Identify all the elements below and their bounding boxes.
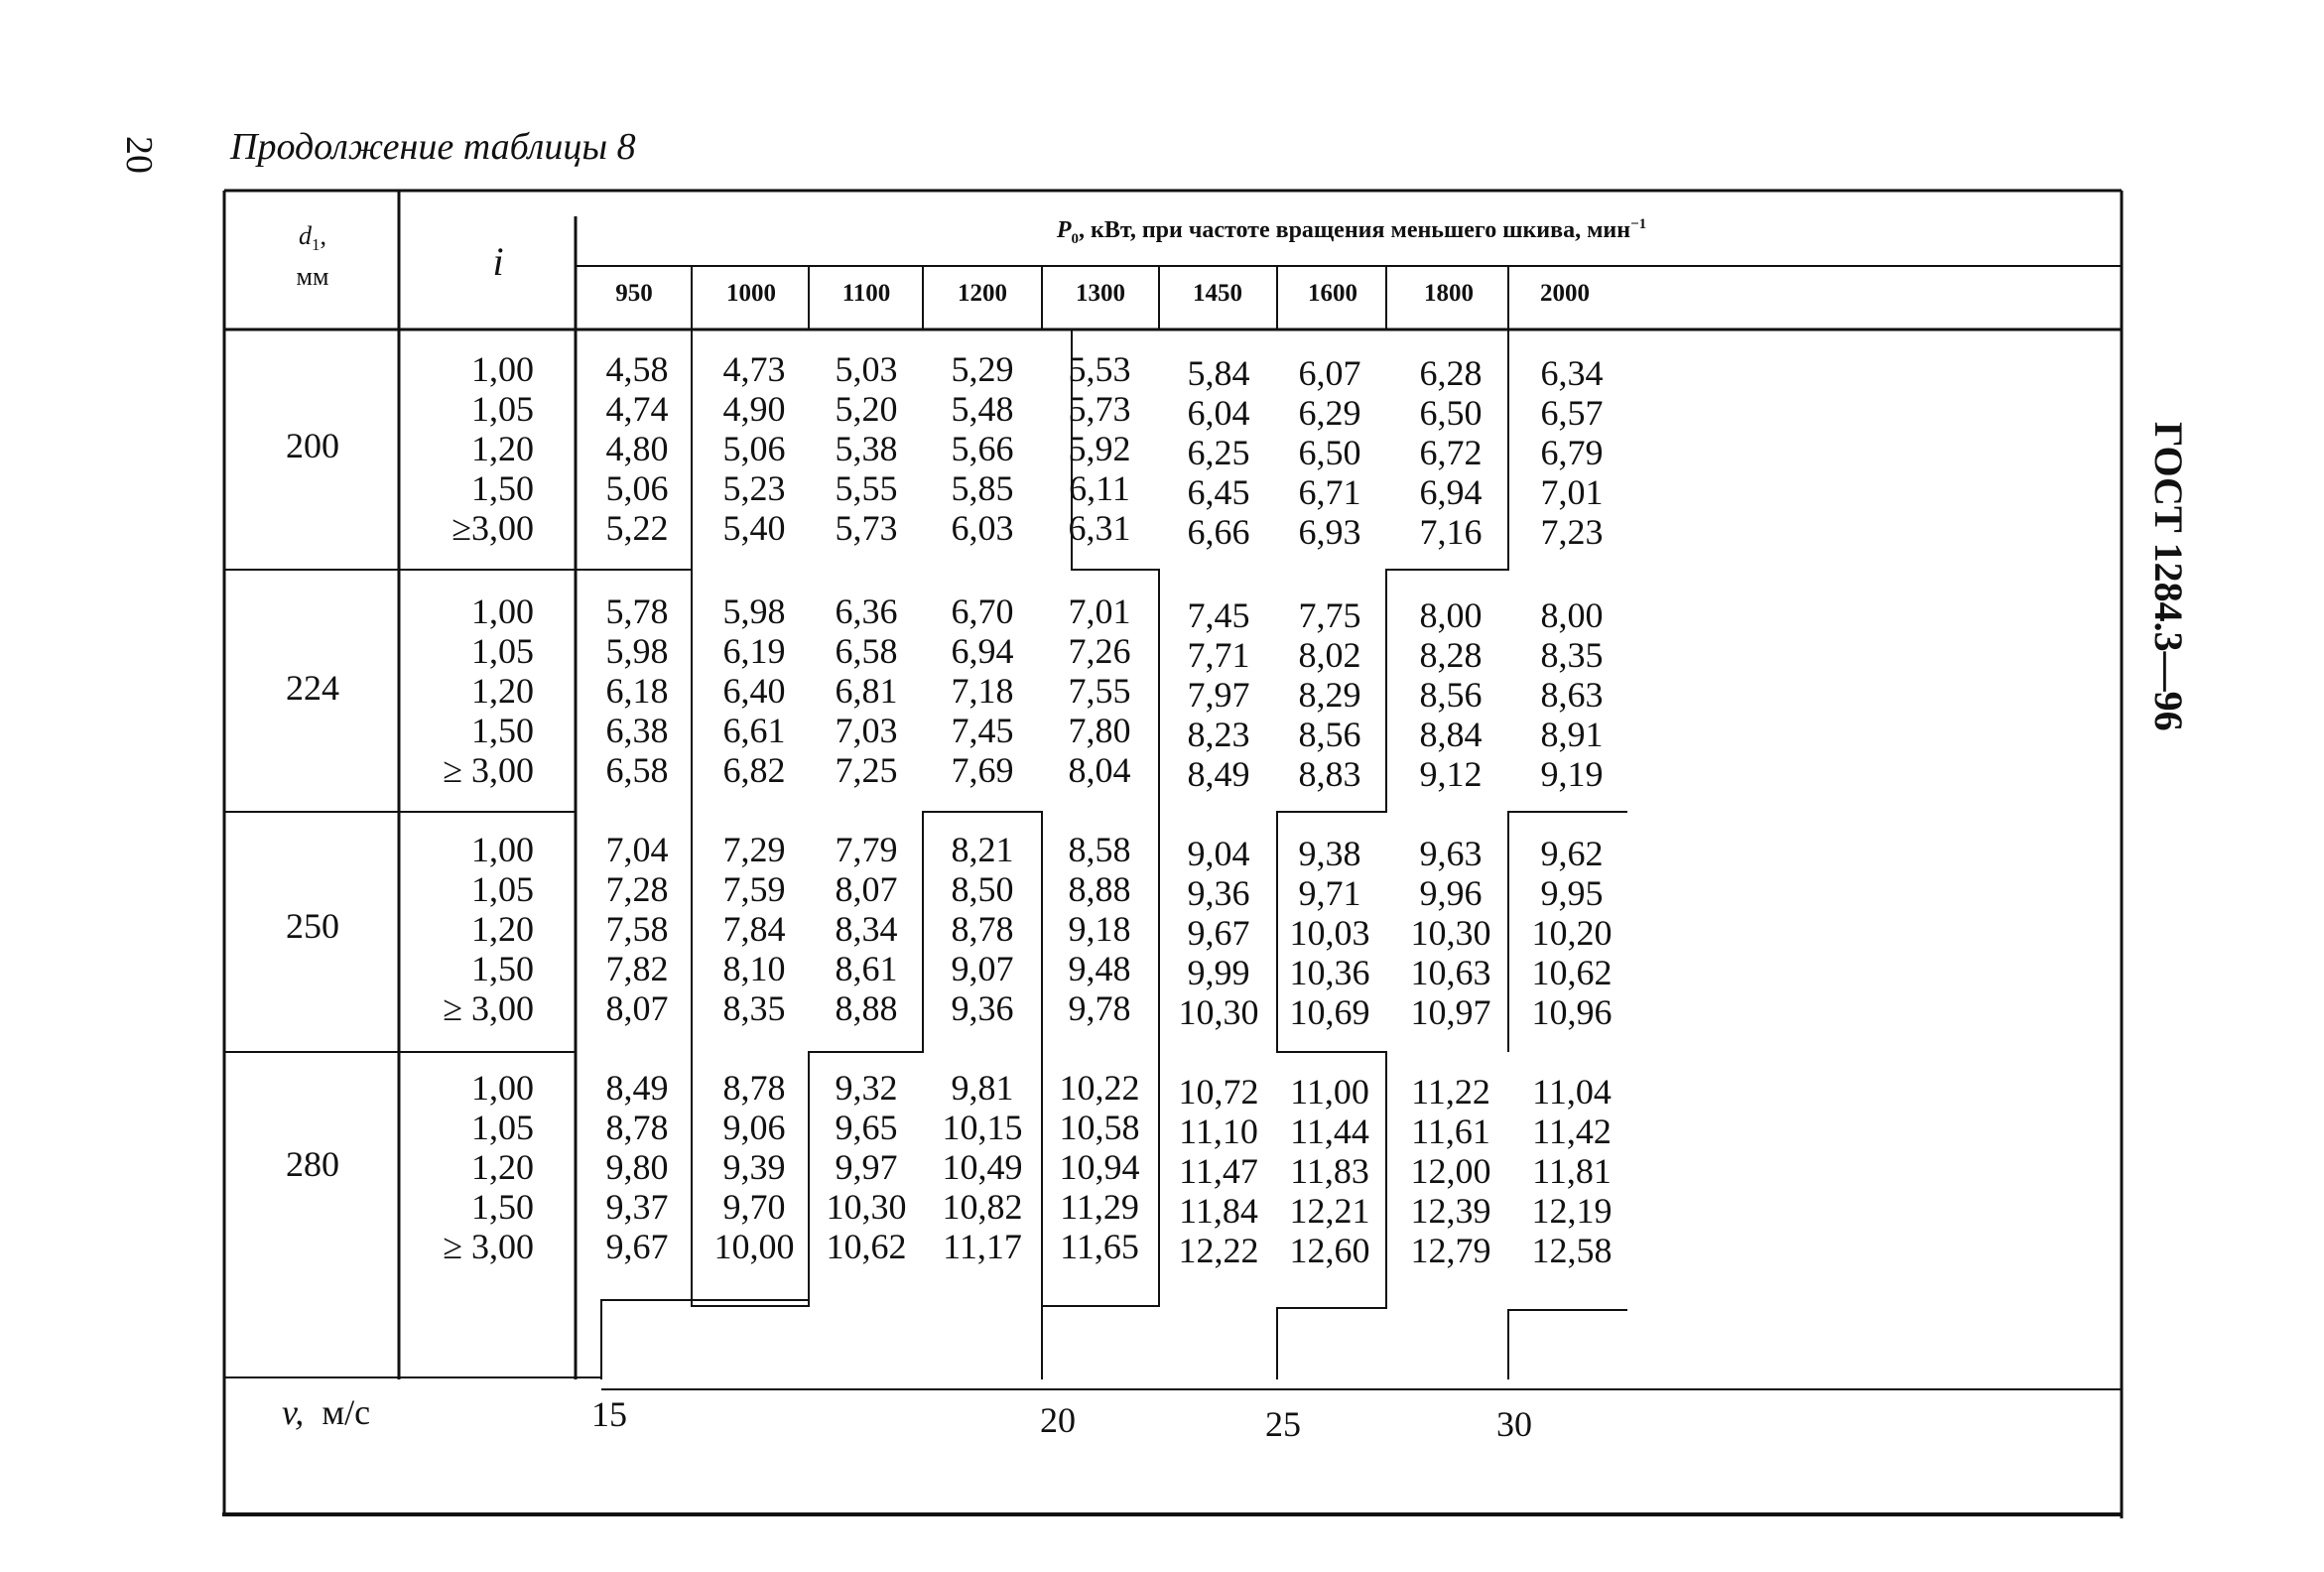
header-diameter-symbol: d <box>299 221 312 250</box>
power-cell: 12,39 <box>1410 1191 1491 1231</box>
power-cell: 5,78 <box>605 591 669 631</box>
power-cell: 9,36 <box>1187 873 1250 913</box>
power-cell: 5,03 <box>835 349 898 389</box>
power-cell: 9,19 <box>1540 754 1604 794</box>
power-cell: 10,72 <box>1178 1072 1259 1112</box>
power-cell: 7,16 <box>1419 512 1483 552</box>
power-cell: 8,63 <box>1540 675 1604 715</box>
power-cell: 7,58 <box>605 909 669 949</box>
power-cell: 10,22 <box>1059 1068 1140 1108</box>
power-cell: 4,90 <box>722 389 786 429</box>
header-ratio: i <box>492 239 504 284</box>
power-cell: 8,88 <box>835 988 898 1028</box>
power-cell: 8,00 <box>1540 595 1604 635</box>
power-cell: 11,61 <box>1411 1112 1490 1151</box>
ratio-value: 1,50 <box>471 949 534 988</box>
power-cell: 11,84 <box>1179 1191 1258 1231</box>
diameter-value: 224 <box>286 668 339 708</box>
power-cell: 11,00 <box>1290 1072 1369 1112</box>
power-cell: 6,11 <box>1069 468 1130 508</box>
power-cell: 7,01 <box>1068 591 1131 631</box>
power-cell: 9,38 <box>1298 834 1361 873</box>
power-cell: 10,97 <box>1410 992 1491 1032</box>
power-cell: 7,26 <box>1068 631 1131 671</box>
power-cell: 5,22 <box>605 508 669 548</box>
power-cell: 8,61 <box>835 949 898 988</box>
power-cell: 11,17 <box>943 1227 1022 1266</box>
power-cell: 8,78 <box>951 909 1014 949</box>
power-cell: 7,29 <box>722 830 786 869</box>
power-cell: 8,23 <box>1187 715 1250 754</box>
power-cell: 10,96 <box>1531 992 1613 1032</box>
power-cell: 9,97 <box>835 1147 898 1187</box>
power-cell: 6,38 <box>605 711 669 750</box>
power-cell: 6,19 <box>722 631 786 671</box>
power-cell: 5,29 <box>951 349 1014 389</box>
power-cell: 6,66 <box>1187 512 1250 552</box>
power-cell: 5,53 <box>1068 349 1131 389</box>
power-cell: 10,63 <box>1410 953 1491 992</box>
power-cell: 6,18 <box>605 671 669 711</box>
power-cell: 8,78 <box>605 1108 669 1147</box>
power-cell: 10,58 <box>1059 1108 1140 1147</box>
power-cell: 7,75 <box>1298 595 1361 635</box>
ratio-value: 1,00 <box>471 830 534 869</box>
power-cell: 5,20 <box>835 389 898 429</box>
power-cell: 8,56 <box>1298 715 1361 754</box>
power-cell: 6,34 <box>1540 353 1604 393</box>
ratio-value: 1,20 <box>471 1147 534 1187</box>
velocity-tick: 20 <box>1040 1400 1076 1440</box>
ratio-value: 1,20 <box>471 909 534 949</box>
power-cell: 6,71 <box>1298 472 1361 512</box>
speed-line-30 <box>1508 1310 1627 1379</box>
power-cell: 6,58 <box>835 631 898 671</box>
power-cell: 7,28 <box>605 869 669 909</box>
ratio-value: 1,00 <box>471 1068 534 1108</box>
power-cell: 5,55 <box>835 468 898 508</box>
power-cell: 5,98 <box>722 591 786 631</box>
power-cell: 6,40 <box>722 671 786 711</box>
power-cell: 6,45 <box>1187 472 1250 512</box>
power-cell: 7,01 <box>1540 472 1604 512</box>
power-cell: 11,22 <box>1411 1072 1490 1112</box>
power-cell: 9,67 <box>605 1227 669 1266</box>
power-cell: 6,57 <box>1540 393 1604 433</box>
power-cell: 9,36 <box>951 988 1014 1028</box>
power-cell: 9,04 <box>1187 834 1250 873</box>
power-cell: 7,25 <box>835 750 898 790</box>
power-cell: 5,48 <box>951 389 1014 429</box>
ratio-value: ≥ 3,00 <box>443 1227 534 1266</box>
velocity-symbol: v, <box>282 1392 305 1432</box>
power-cell: 10,82 <box>942 1187 1023 1227</box>
power-cell: 6,29 <box>1298 393 1361 433</box>
power-cell: 7,45 <box>951 711 1014 750</box>
power-cell: 8,49 <box>605 1068 669 1108</box>
power-cell: 8,21 <box>951 830 1014 869</box>
power-cell: 4,80 <box>605 429 669 468</box>
power-cell: 9,18 <box>1068 909 1131 949</box>
ratio-value: 1,00 <box>471 591 534 631</box>
power-cell: 8,78 <box>722 1068 786 1108</box>
power-cell: 12,00 <box>1410 1151 1491 1191</box>
power-cell: 8,91 <box>1540 715 1604 754</box>
ratio-value: 1,05 <box>471 1108 534 1147</box>
rpm-header: 1800 <box>1424 280 1474 307</box>
header-power-text: , кВт, при частоте вращения меньшего шкива, мин <box>1079 217 1631 243</box>
power-cell: 10,20 <box>1531 913 1613 953</box>
power-cell: 5,38 <box>835 429 898 468</box>
power-cell: 5,06 <box>722 429 786 468</box>
ratio-value: ≥3,00 <box>452 508 534 548</box>
rpm-header: 1200 <box>958 280 1007 307</box>
power-cell: 11,47 <box>1179 1151 1258 1191</box>
power-cell: 11,83 <box>1290 1151 1369 1191</box>
power-cell: 8,50 <box>951 869 1014 909</box>
ratio-value: 1,50 <box>471 711 534 750</box>
power-cell: 7,18 <box>951 671 1014 711</box>
rpm-header: 1000 <box>726 280 776 307</box>
power-cell: 6,70 <box>951 591 1014 631</box>
power-cell: 6,61 <box>722 711 786 750</box>
power-cell: 8,07 <box>605 988 669 1028</box>
power-cell: 8,56 <box>1419 675 1483 715</box>
power-cell: 9,80 <box>605 1147 669 1187</box>
power-cell: 9,62 <box>1540 834 1604 873</box>
power-cell: 9,95 <box>1540 873 1604 913</box>
power-cell: 5,66 <box>951 429 1014 468</box>
rpm-header: 1100 <box>841 280 891 307</box>
header-power-sup: −1 <box>1630 216 1647 232</box>
power-cell: 7,45 <box>1187 595 1250 635</box>
power-cell: 7,97 <box>1187 675 1250 715</box>
power-cell: 12,60 <box>1289 1231 1370 1270</box>
power-cell: 6,31 <box>1068 508 1131 548</box>
power-cell: 7,04 <box>605 830 669 869</box>
power-cell: 9,65 <box>835 1108 898 1147</box>
power-cell: 9,81 <box>951 1068 1014 1108</box>
power-cell: 6,50 <box>1298 433 1361 472</box>
power-cell: 6,94 <box>1419 472 1483 512</box>
power-cell: 6,82 <box>722 750 786 790</box>
power-cell: 5,40 <box>722 508 786 548</box>
power-cell: 10,49 <box>942 1147 1023 1187</box>
velocity-tick: 30 <box>1496 1404 1532 1444</box>
diameter-value: 250 <box>286 906 339 946</box>
power-cell: 5,92 <box>1068 429 1131 468</box>
power-cell: 11,44 <box>1290 1112 1369 1151</box>
power-cell: 9,32 <box>835 1068 898 1108</box>
power-cell: 8,28 <box>1419 635 1483 675</box>
power-cell: 10,62 <box>826 1227 907 1266</box>
power-cell: 9,12 <box>1419 754 1483 794</box>
power-cell: 10,36 <box>1289 953 1370 992</box>
ratio-value: 1,50 <box>471 1187 534 1227</box>
power-cell: 8,83 <box>1298 754 1361 794</box>
power-cell: 7,23 <box>1540 512 1604 552</box>
power-cell: 6,58 <box>605 750 669 790</box>
power-cell: 11,42 <box>1532 1112 1612 1151</box>
power-cell: 7,80 <box>1068 711 1131 750</box>
power-cell: 6,04 <box>1187 393 1250 433</box>
power-cell: 9,78 <box>1068 988 1131 1028</box>
power-cell: 8,58 <box>1068 830 1131 869</box>
velocity-unit: м/с <box>322 1392 371 1432</box>
rpm-header: 1600 <box>1308 280 1357 307</box>
ratio-value: 1,20 <box>471 671 534 711</box>
power-cell: 9,71 <box>1298 873 1361 913</box>
power-cell: 6,81 <box>835 671 898 711</box>
power-cell: 8,49 <box>1187 754 1250 794</box>
power-cell: 6,07 <box>1298 353 1361 393</box>
page-number: 20 <box>118 136 160 174</box>
header-diameter: $d_1$, мм <box>226 220 399 293</box>
ratio-value: 1,05 <box>471 389 534 429</box>
power-cell: 8,02 <box>1298 635 1361 675</box>
power-cell: 8,07 <box>835 869 898 909</box>
power-cell: 5,85 <box>951 468 1014 508</box>
power-cell: 6,94 <box>951 631 1014 671</box>
header-power-sub: 0 <box>1071 230 1079 247</box>
power-cell: 5,84 <box>1187 353 1250 393</box>
rpm-header: 1450 <box>1193 280 1242 307</box>
power-cell: 7,03 <box>835 711 898 750</box>
diameter-value: 200 <box>286 426 339 465</box>
power-cell: 8,34 <box>835 909 898 949</box>
power-cell: 9,37 <box>605 1187 669 1227</box>
power-cell: 4,58 <box>605 349 669 389</box>
power-cell: 6,36 <box>835 591 898 631</box>
power-cell: 8,04 <box>1068 750 1131 790</box>
power-cell: 6,93 <box>1298 512 1361 552</box>
power-cell: 10,15 <box>942 1108 1023 1147</box>
power-cell: 12,58 <box>1531 1231 1613 1270</box>
power-cell: 11,29 <box>1060 1187 1139 1227</box>
power-cell: 9,96 <box>1419 873 1483 913</box>
power-cell: 8,35 <box>722 988 786 1028</box>
power-cell: 5,23 <box>722 468 786 508</box>
power-cell: 10,62 <box>1531 953 1613 992</box>
power-cell: 12,21 <box>1289 1191 1370 1231</box>
power-cell: 7,79 <box>835 830 898 869</box>
power-cell: 5,73 <box>1068 389 1131 429</box>
header-diameter-sub: 1 <box>312 235 321 255</box>
power-cell: 9,48 <box>1068 949 1131 988</box>
power-cell: 6,50 <box>1419 393 1483 433</box>
velocity-tick: 15 <box>591 1394 627 1434</box>
power-cell: 7,82 <box>605 949 669 988</box>
power-cell: 6,79 <box>1540 433 1604 472</box>
diameter-value: 280 <box>286 1144 339 1184</box>
rpm-header: 2000 <box>1540 280 1590 307</box>
power-cell: 7,84 <box>722 909 786 949</box>
power-cell: 9,70 <box>722 1187 786 1227</box>
header-power-symbol: P <box>1056 217 1072 243</box>
power-cell: 7,55 <box>1068 671 1131 711</box>
power-cell: 11,81 <box>1532 1151 1612 1191</box>
power-cell: 12,79 <box>1410 1231 1491 1270</box>
power-cell: 9,06 <box>722 1108 786 1147</box>
power-cell: 6,72 <box>1419 433 1483 472</box>
power-cell: 11,04 <box>1532 1072 1612 1112</box>
standard-code: ГОСТ 1284.3—96 <box>2146 422 2191 731</box>
power-cell: 12,19 <box>1531 1191 1613 1231</box>
power-cell: 10,69 <box>1289 992 1370 1032</box>
power-cell: 5,98 <box>605 631 669 671</box>
power-cell: 9,39 <box>722 1147 786 1187</box>
power-cell: 4,74 <box>605 389 669 429</box>
power-cell: 5,73 <box>835 508 898 548</box>
ratio-value: 1,50 <box>471 468 534 508</box>
power-cell: 11,10 <box>1179 1112 1258 1151</box>
power-cell: 8,84 <box>1419 715 1483 754</box>
header-power <box>578 216 2126 248</box>
power-cell: 11,65 <box>1060 1227 1139 1266</box>
power-cell: 10,30 <box>1178 992 1259 1032</box>
power-cell: 8,10 <box>722 949 786 988</box>
power-cell: 8,88 <box>1068 869 1131 909</box>
header-diameter-unit: мм <box>296 262 329 292</box>
power-cell: 7,59 <box>722 869 786 909</box>
power-cell: 5,06 <box>605 468 669 508</box>
power-cell: 7,69 <box>951 750 1014 790</box>
power-cell: 8,35 <box>1540 635 1604 675</box>
power-cell: 6,25 <box>1187 433 1250 472</box>
rpm-header: 950 <box>615 280 653 307</box>
velocity-tick: 25 <box>1265 1404 1301 1444</box>
velocity-label <box>282 1391 370 1433</box>
table-caption: Продолжение таблицы 8 <box>230 126 636 168</box>
power-cell: 10,94 <box>1059 1147 1140 1187</box>
power-cell: 10,30 <box>826 1187 907 1227</box>
power-cell: 9,63 <box>1419 834 1483 873</box>
ratio-value: ≥ 3,00 <box>443 988 534 1028</box>
power-cell: 8,00 <box>1419 595 1483 635</box>
ratio-value: ≥ 3,00 <box>443 750 534 790</box>
power-cell: 6,28 <box>1419 353 1483 393</box>
power-cell: 12,22 <box>1178 1231 1259 1270</box>
power-cell: 8,29 <box>1298 675 1361 715</box>
ratio-value: 1,00 <box>471 349 534 389</box>
power-cell: 4,73 <box>722 349 786 389</box>
power-cell: 9,07 <box>951 949 1014 988</box>
power-cell: 10,30 <box>1410 913 1491 953</box>
rpm-header: 1300 <box>1076 280 1125 307</box>
ratio-value: 1,20 <box>471 429 534 468</box>
ratio-value: 1,05 <box>471 869 534 909</box>
power-cell: 7,71 <box>1187 635 1250 675</box>
ratio-value: 1,05 <box>471 631 534 671</box>
power-cell: 10,00 <box>713 1227 795 1266</box>
power-cell: 9,99 <box>1187 953 1250 992</box>
power-cell: 6,03 <box>951 508 1014 548</box>
power-cell: 10,03 <box>1289 913 1370 953</box>
power-cell: 9,67 <box>1187 913 1250 953</box>
